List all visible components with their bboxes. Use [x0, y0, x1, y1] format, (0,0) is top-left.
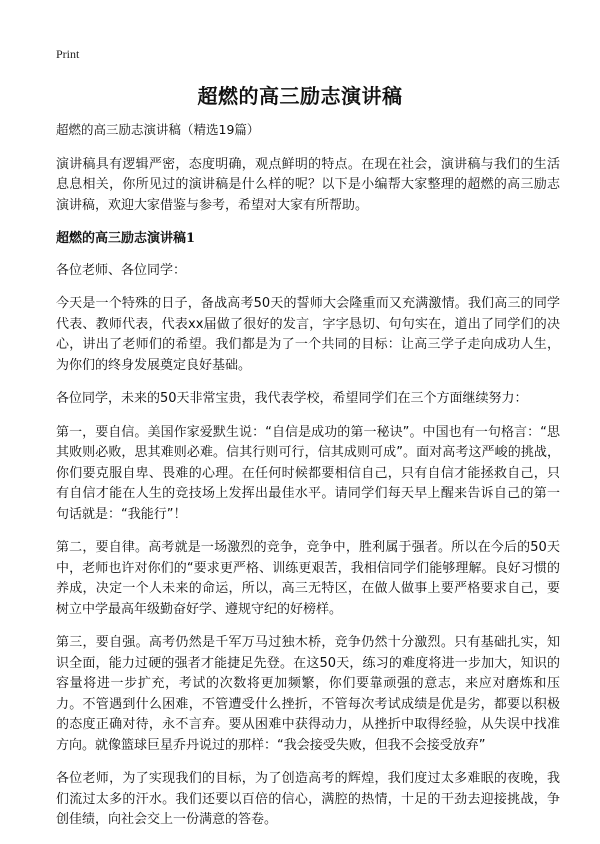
- paragraph-transition: 各位同学，未来的50天非常宝贵，我代表学校，希望同学们在三个方面继续努力：: [56, 391, 528, 406]
- paragraph-point-two: 第二，要自律。高考就是一场激烈的竞争，竞争中，胜利属于强者。所以在今后的50天中，老师也许对你们的“要求更严格、训练更艰苦，我相信同学们能够理解。良好习惯的养成，决定一个人未来的命运，所以，高三无特区，在做人做事上要严格要求自己，要树立中学最高年级勤奋好学、遵规守纪的好榜样。: [56, 540, 560, 617]
- paragraph-greeting: 各位老师、各位同学：: [56, 262, 187, 278]
- page-title: 超燃的高三励志演讲稿: [197, 84, 403, 108]
- article-body: [56, 120, 560, 844]
- paragraph-point-three: 第三，要自强。高考仍然是千军万马过独木桥，竞争仍然十分激烈。只有基础扎实，知识全面，能力过硬的强者才能捷足先登。在这50天，练习的难度将进一步加大，知识的容量将进一步扩充，考试的次数将更加频繁，你们要靠顽强的意志，来应对磨炼和压力。不管遇到什么困难，不管遭受什么挫折，不管每次考试成绩是优是劣，都要以积极的态度正确对待，永不言弃。要从困难中获得动力，从挫折中取得经验，从失误中找准方向。就像篮球巨星乔丹说过的那样：“我会接受失败，但我不会接受放弃”: [56, 635, 560, 753]
- intro-paragraph: 演讲稿具有逻辑严密，态度明确，观点鲜明的特点。在现在社会，演讲稿与我们的生活息息相关，你所见过的演讲稿是什么样的呢？以下是小编帮大家整理的超燃的高三励志演讲稿，欢迎大家借鉴与参考，希望对大家有所帮助。: [56, 156, 560, 213]
- paragraph-closing: 各位老师，为了实现我们的目标，为了创造高考的辉煌，我们度过太多难眠的夜晚，我们流过太多的汗水。我们还要以百倍的信心，满腔的热情，十足的干劲去迎接挑战，争创佳绩，向社会交上一份满意的答卷。: [56, 771, 560, 827]
- print-link[interactable]: Print: [56, 47, 80, 61]
- paragraph-opening: 今天是一个特殊的日子，备战高考50天的誓师大会隆重而又充满激情。我们高三的同学代表、教师代表，代表xx届做了很好的发言，字字恳切、句句实在，道出了同学们的决心，讲出了老师们的希望。我们都是为了一个共同的目标：让高三学子走向成功人生，为你们的终身发展奠定良好基础。: [56, 296, 560, 373]
- paragraph-point-one: 第一，要自信。美国作家爱默生说：“自信是成功的第一秘诀”。中国也有一句格言：“思其败则必败，思其难则必难。信其行则可行，信其成则可成”。面对高考这严峻的挑战，你们要克服自卑、畏难的心理。在任何时候都要相信自己，只有自信才能拯救自己，只有自信才能在人生的竞技场上发挥出最佳水平。请同学们每天早上醒来告诉自己的第一句话就是：“我能行”！: [56, 424, 560, 522]
- article-subtitle: 超燃的高三励志演讲稿（精选19篇）: [56, 122, 260, 137]
- section-heading: 超燃的高三励志演讲稿1: [56, 231, 196, 246]
